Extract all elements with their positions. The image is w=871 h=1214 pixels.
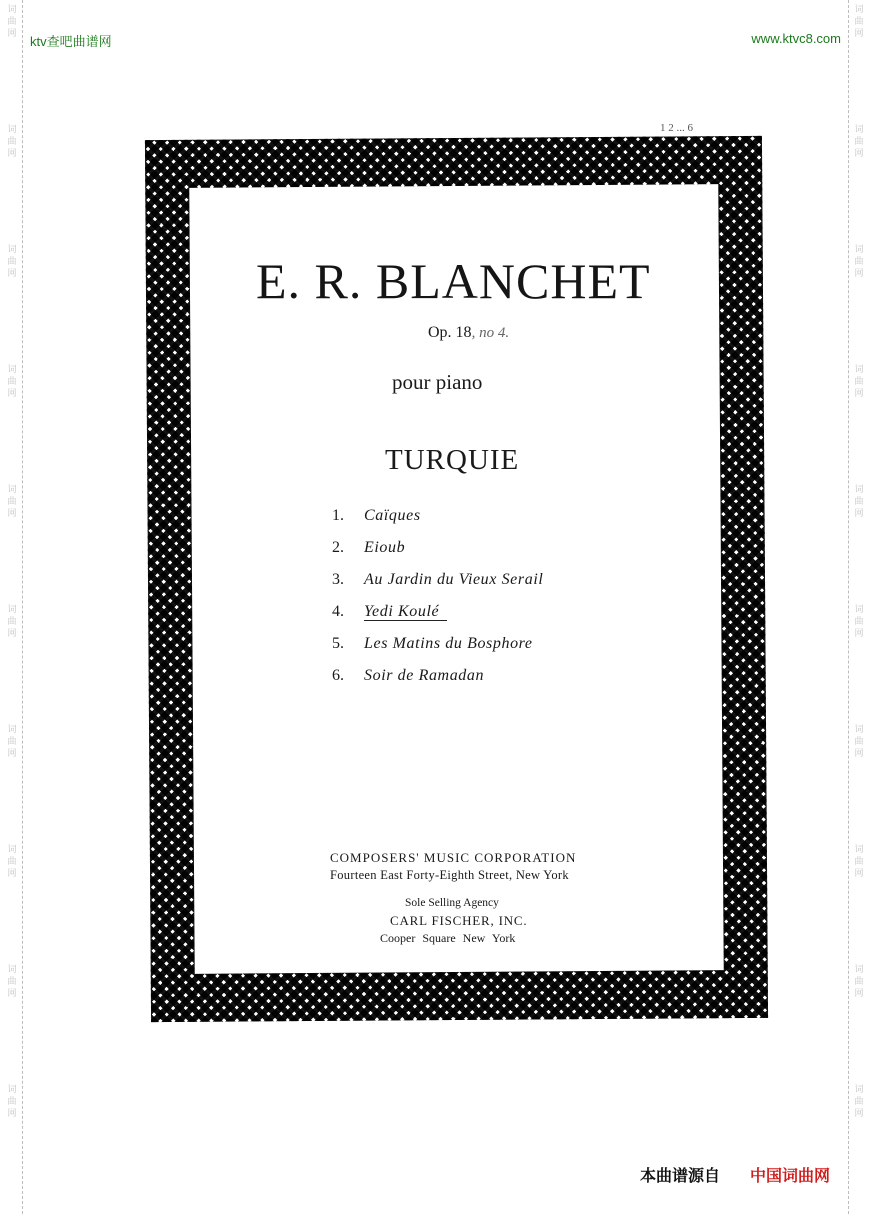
piece-title: Soir de Ramadan bbox=[364, 667, 485, 684]
watermark-text: 词 曲 网 bbox=[7, 485, 17, 519]
watermark-text: 词 曲 网 bbox=[854, 845, 864, 879]
opus-number bbox=[428, 324, 509, 342]
watermark-text: 词 曲 网 bbox=[7, 245, 17, 279]
piece-number: 6. bbox=[332, 667, 344, 684]
publisher-address: Fourteen East Forty-Eighth Street, New York bbox=[330, 868, 569, 882]
list-item bbox=[332, 505, 543, 537]
list-item bbox=[332, 537, 543, 569]
watermark-text: 词 曲 网 bbox=[854, 965, 864, 999]
watermark-text: 词 曲 网 bbox=[7, 125, 17, 159]
watermark-text: 词 曲 网 bbox=[854, 5, 864, 39]
piece-title: Eioub bbox=[364, 539, 406, 556]
watermark-text: 词 曲 网 bbox=[854, 725, 864, 759]
watermark-text: 词 曲 网 bbox=[854, 485, 864, 519]
watermark-text: 词 曲 网 bbox=[7, 605, 17, 639]
list-item bbox=[332, 665, 543, 697]
publisher-name: COMPOSERS' MUSIC CORPORATION bbox=[330, 850, 577, 865]
piece-number: 2. bbox=[332, 539, 344, 556]
composer-name: E. R. BLANCHET bbox=[256, 253, 651, 309]
opus-handwritten-note: , no 4. bbox=[471, 325, 510, 341]
opus-label: Op. 18 bbox=[428, 324, 472, 341]
watermark-text: 词 曲 网 bbox=[7, 5, 17, 39]
list-item bbox=[332, 633, 543, 665]
instrument-line: pour piano bbox=[392, 370, 483, 394]
piece-title: Caïques bbox=[364, 507, 421, 524]
watermark-text: 词 曲 网 bbox=[854, 365, 864, 399]
list-item bbox=[332, 569, 543, 601]
watermark-text: 词 曲 网 bbox=[854, 1085, 864, 1119]
watermark-text: 词 曲 网 bbox=[854, 125, 864, 159]
piece-title: Au Jardin du Vieux Serail bbox=[364, 571, 544, 588]
list-item bbox=[332, 601, 543, 633]
piece-number: 3. bbox=[332, 571, 344, 588]
pencil-annotation: 1 2 ... 6 bbox=[660, 122, 693, 134]
watermark-text: 词 曲 网 bbox=[7, 1085, 17, 1119]
piece-number: 4. bbox=[332, 603, 344, 620]
site-link-left[interactable]: ktv查吧曲谱网 bbox=[30, 34, 112, 49]
piece-title: Yedi Koulé bbox=[364, 603, 447, 621]
agency-name: CARL FISCHER, INC. bbox=[390, 913, 528, 928]
footer-source-label: 本曲谱源自 bbox=[640, 1166, 721, 1185]
piece-title: Les Matins du Bosphore bbox=[364, 635, 533, 652]
agency-label: Sole Selling Agency bbox=[405, 897, 499, 909]
work-title: TURQUIE bbox=[385, 444, 520, 476]
site-link-right[interactable]: www.ktvc8.com bbox=[751, 31, 841, 46]
piece-number: 1. bbox=[332, 507, 344, 524]
watermark-text: 词 曲 网 bbox=[7, 845, 17, 879]
watermark-text: 词 曲 网 bbox=[7, 965, 17, 999]
footer-site-link[interactable]: 中国词曲网 bbox=[750, 1166, 831, 1185]
watermark-text: 词 曲 网 bbox=[7, 725, 17, 759]
agency-address: Cooper Square New York bbox=[380, 931, 516, 945]
watermark-text: 词 曲 网 bbox=[7, 365, 17, 399]
watermark-text: 词 曲 网 bbox=[854, 245, 864, 279]
piece-list bbox=[332, 505, 543, 697]
watermark-text: 词 曲 网 bbox=[854, 605, 864, 639]
piece-number: 5. bbox=[332, 635, 344, 652]
